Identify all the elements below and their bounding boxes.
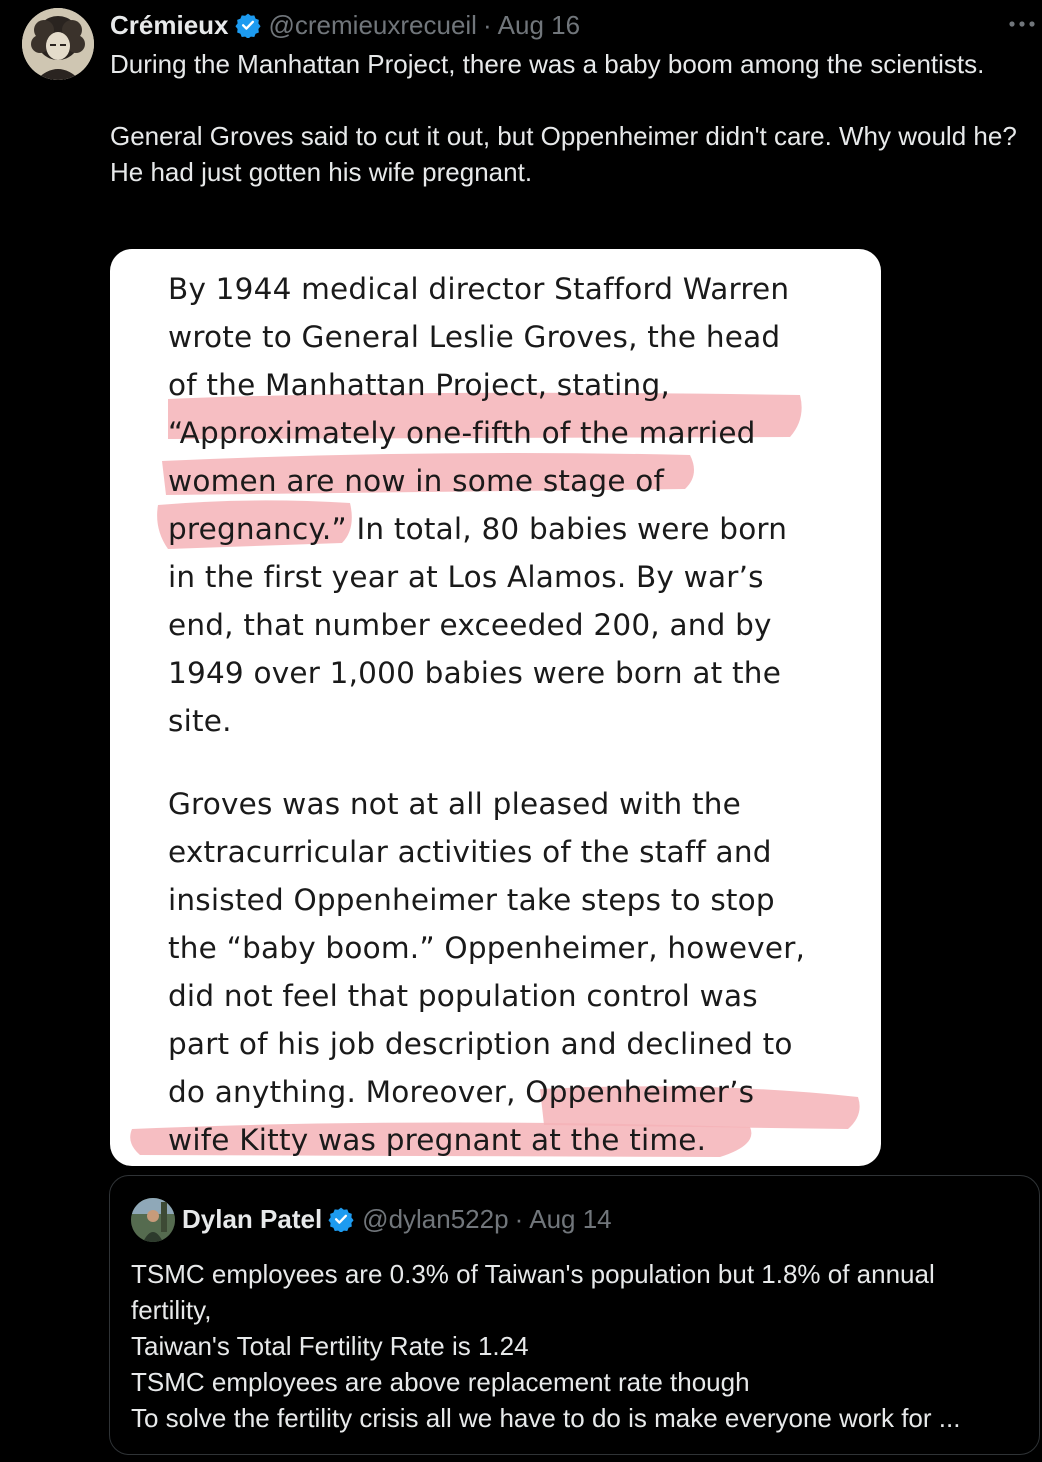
excerpt-line: wife Kitty was pregnant at the time.	[168, 1123, 707, 1157]
excerpt-line: of the Manhattan Project, stating,	[168, 368, 670, 402]
avatar-photo-image	[131, 1198, 175, 1242]
quoted-line: Taiwan's Total Fertility Rate is 1.24	[131, 1331, 529, 1361]
quoted-author-handle[interactable]: @dylan522p	[362, 1203, 509, 1234]
verified-badge-icon[interactable]	[328, 1206, 354, 1232]
excerpt-paragraph-1	[168, 265, 868, 745]
excerpt-paragraph-2	[168, 780, 868, 1164]
excerpt-line: end, that number exceeded 200, and by	[168, 608, 772, 642]
tweet-paragraph: During the Manhattan Project, there was a baby boom among the scientists.	[110, 49, 985, 79]
tweet-text	[110, 46, 1030, 190]
author-name[interactable]: Crémieux	[110, 9, 229, 40]
excerpt-line: do anything. Moreover, Oppenheimer’s	[168, 1075, 755, 1109]
excerpt-line: did not feel that population control was	[168, 979, 758, 1013]
author-handle[interactable]: @cremieuxrecueil	[268, 9, 477, 40]
excerpt-line: “Approximately one-fifth of the married	[168, 416, 756, 450]
tweet-date[interactable]: Aug 16	[497, 9, 581, 40]
quoted-line: To solve the fertility crisis all we have to do is make everyone work for ...	[131, 1403, 961, 1433]
separator-dot: ·	[514, 1203, 524, 1234]
excerpt-line: Groves was not at all pleased with the	[168, 787, 741, 821]
quoted-line: TSMC employees are above replacement rate though	[131, 1367, 750, 1397]
excerpt-line: in the first year at Los Alamos. By war’s	[168, 560, 764, 594]
excerpt-line: site.	[168, 704, 232, 738]
excerpt-line: women are now in some stage of	[168, 464, 665, 498]
verified-badge-icon[interactable]	[235, 12, 261, 38]
tweet-paragraph: General Groves said to cut it out, but Oppenheimer didn't care. Why would he? He had just gotten his wife pregnant.	[110, 121, 1017, 187]
excerpt-line: extracurricular activities of the staff and	[168, 835, 772, 869]
quoted-line: fertility,	[131, 1295, 212, 1325]
quoted-author-avatar[interactable]	[131, 1198, 175, 1242]
excerpt-line: the “baby boom.” Oppenheimer, however,	[168, 931, 806, 965]
more-options-icon[interactable]	[1006, 10, 1038, 38]
excerpt-line: insisted Oppenheimer take steps to stop	[168, 883, 775, 917]
separator-dot: ·	[482, 9, 492, 40]
excerpt-text	[168, 265, 868, 1164]
excerpt-line: pregnancy.” In total, 80 babies were born	[168, 512, 788, 546]
attached-excerpt-image[interactable]	[110, 249, 881, 1166]
excerpt-line: By 1944 medical director Stafford Warren	[168, 272, 790, 306]
avatar-portrait-image	[22, 8, 94, 80]
quoted-tweet-header	[182, 1200, 612, 1238]
tweet-header	[110, 6, 580, 44]
excerpt-line: wrote to General Leslie Groves, the head	[168, 320, 781, 354]
quoted-tweet-card[interactable]	[109, 1175, 1040, 1455]
excerpt-line: part of his job description and declined to	[168, 1027, 793, 1061]
quoted-tweet-text	[131, 1256, 1026, 1436]
author-avatar[interactable]	[22, 8, 94, 80]
quoted-line: TSMC employees are 0.3% of Taiwan's population but 1.8% of annual	[131, 1259, 935, 1289]
excerpt-line: 1949 over 1,000 babies were born at the	[168, 656, 782, 690]
quoted-author-name[interactable]: Dylan Patel	[182, 1203, 323, 1234]
quoted-tweet-date[interactable]: Aug 14	[529, 1203, 612, 1234]
